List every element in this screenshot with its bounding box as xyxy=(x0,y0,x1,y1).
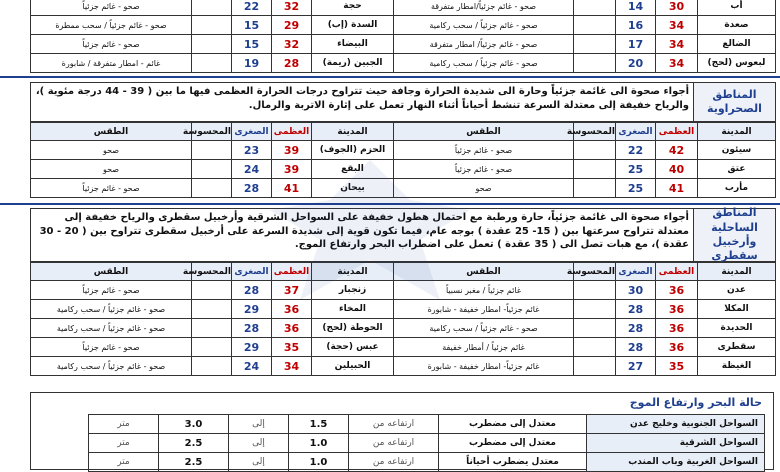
max-temp-cell: 30 xyxy=(656,0,698,16)
table-row xyxy=(394,0,776,16)
min-temp-cell: 27 xyxy=(616,357,656,376)
table-row xyxy=(394,35,776,54)
weather-cell: صحو - غائم جزئياً / سحب ممطرة xyxy=(31,16,192,35)
weather-cell: صحو - غائم جزئياً/امطار متفرقة xyxy=(394,0,574,16)
city-cell: عتق xyxy=(698,160,776,179)
max-temp-cell: 29 xyxy=(272,16,312,35)
max-temp-cell: 32 xyxy=(272,35,312,54)
felt-temp-cell xyxy=(574,141,616,160)
city-cell: الحزم (الجوف) xyxy=(312,141,394,160)
sea-row xyxy=(41,453,765,472)
felt-temp-cell xyxy=(192,0,232,16)
felt-temp-cell xyxy=(192,281,232,300)
felt-temp-cell xyxy=(192,141,232,160)
sea-from-label: ارتفاعه من xyxy=(349,434,439,453)
sea-to-label: إلى xyxy=(229,434,289,453)
weather-cell: صحو - غائم جزئياً / سحب ركامية xyxy=(31,357,192,376)
felt-temp-cell xyxy=(574,338,616,357)
desert-left-table xyxy=(30,122,394,198)
header-city: المدينة xyxy=(312,123,394,141)
max-temp-cell: 40 xyxy=(656,160,698,179)
city-cell: سيئون xyxy=(698,141,776,160)
min-temp-cell: 23 xyxy=(232,141,272,160)
coastal-left-table xyxy=(30,262,394,376)
felt-temp-cell xyxy=(574,179,616,198)
min-temp-cell: 24 xyxy=(232,357,272,376)
max-temp-cell: 39 xyxy=(272,141,312,160)
min-temp-cell: 16 xyxy=(616,16,656,35)
city-cell: الضالع xyxy=(698,35,776,54)
felt-temp-cell xyxy=(192,179,232,198)
weather-cell: صحو - غائم جزئياً/ امطار متفرقة xyxy=(394,35,574,54)
weather-cell: صحو - غائم جزئياً xyxy=(31,281,192,300)
min-temp-cell: 25 xyxy=(616,179,656,198)
header-max: العظمى xyxy=(656,263,698,281)
sea-unit: متر xyxy=(89,453,159,472)
city-cell: لبعوس (لحج) xyxy=(698,54,776,73)
city-cell: عبس (حجة) xyxy=(312,338,394,357)
weather-cell: صحو - غائم جزئياً xyxy=(31,0,192,16)
header-felt: المحسوسة xyxy=(574,263,616,281)
sea-from-label: ارتفاعه من xyxy=(349,415,439,434)
header-felt: المحسوسة xyxy=(574,123,616,141)
city-cell: الجبين (ريمة) xyxy=(312,54,394,73)
max-temp-cell: 39 xyxy=(272,160,312,179)
weather-cell: غائم جزئياً- امطار خفيفة - شابورة xyxy=(394,300,574,319)
sea-from-value: 1.0 xyxy=(289,434,349,453)
table-row xyxy=(394,319,776,338)
felt-temp-cell xyxy=(192,16,232,35)
separator-line xyxy=(0,76,780,78)
felt-temp-cell xyxy=(192,160,232,179)
coastal-right-table xyxy=(393,262,776,376)
felt-temp-cell xyxy=(574,16,616,35)
table-header-row xyxy=(31,263,394,281)
table-row xyxy=(394,357,776,376)
table-row xyxy=(394,160,776,179)
table-row xyxy=(394,338,776,357)
header-weather: الطقس xyxy=(394,263,574,281)
min-temp-cell: 19 xyxy=(232,54,272,73)
max-temp-cell: 35 xyxy=(656,357,698,376)
header-max: العظمى xyxy=(272,123,312,141)
city-cell: المخاء xyxy=(312,300,394,319)
city-cell: الحوطة (لحج) xyxy=(312,319,394,338)
min-temp-cell: 28 xyxy=(616,300,656,319)
max-temp-cell: 36 xyxy=(272,300,312,319)
table-row xyxy=(31,300,394,319)
weather-cell: صحو - غائم جزئياً xyxy=(394,141,574,160)
table-row xyxy=(31,141,394,160)
felt-temp-cell xyxy=(574,319,616,338)
sea-to-label: إلى xyxy=(229,453,289,472)
max-temp-cell: 36 xyxy=(656,338,698,357)
table-row xyxy=(394,300,776,319)
desert-region-header xyxy=(30,82,776,122)
weather-cell: صحو - غائم جزئياً xyxy=(31,35,192,54)
min-temp-cell: 17 xyxy=(616,35,656,54)
table-row xyxy=(394,54,776,73)
desert-region-name: المناطق الصحراوية xyxy=(693,83,775,121)
weather-cell: صحو - غائم جزئياً xyxy=(31,179,192,198)
max-temp-cell: 41 xyxy=(656,179,698,198)
sea-unit: متر xyxy=(89,415,159,434)
table-row xyxy=(31,179,394,198)
table-row xyxy=(31,0,394,16)
felt-temp-cell xyxy=(192,54,232,73)
top-left-table xyxy=(30,0,394,73)
table-row xyxy=(31,16,394,35)
max-temp-cell: 32 xyxy=(272,0,312,16)
weather-cell: صحو - غائم جزئياً / سحب ركامية xyxy=(394,319,574,338)
felt-temp-cell xyxy=(192,319,232,338)
city-cell: سقطرى xyxy=(698,338,776,357)
weather-cell: غائم جزئياً- امطار خفيفة - شابورة xyxy=(394,357,574,376)
header-min: الصغرى xyxy=(232,123,272,141)
header-min: الصغرى xyxy=(616,123,656,141)
sea-to-value: 2.5 xyxy=(159,434,229,453)
table-row xyxy=(31,338,394,357)
sea-row xyxy=(41,415,765,434)
max-temp-cell: 36 xyxy=(656,300,698,319)
felt-temp-cell xyxy=(192,338,232,357)
max-temp-cell: 36 xyxy=(656,281,698,300)
sea-unit: متر xyxy=(89,434,159,453)
weather-cell: صحو - غائم جزئياً / سحب ركامية xyxy=(31,300,192,319)
weather-cell: صحو - غائم جزئياً / سحب ركامية xyxy=(394,16,574,35)
max-temp-cell: 42 xyxy=(656,141,698,160)
weather-cell: غائم جزئياً / أمطار خفيفة xyxy=(394,338,574,357)
separator-line xyxy=(0,203,780,205)
sea-from-label: ارتفاعه من xyxy=(349,453,439,472)
sea-area-cell: السواحل الجنوبية وخليج عدن xyxy=(587,415,765,434)
table-row xyxy=(394,281,776,300)
max-temp-cell: 41 xyxy=(272,179,312,198)
min-temp-cell: 20 xyxy=(616,54,656,73)
top-right-table xyxy=(393,0,776,73)
felt-temp-cell xyxy=(192,357,232,376)
city-cell: صعدة xyxy=(698,16,776,35)
max-temp-cell: 34 xyxy=(656,16,698,35)
sea-to-label: إلى xyxy=(229,415,289,434)
sea-area-cell: السواحل الغربية وباب المندب xyxy=(587,453,765,472)
max-temp-cell: 28 xyxy=(272,54,312,73)
header-weather: الطقس xyxy=(31,263,192,281)
coastal-region-header xyxy=(30,208,776,262)
felt-temp-cell xyxy=(574,35,616,54)
min-temp-cell: 29 xyxy=(232,300,272,319)
weather-cell: صحو xyxy=(31,160,192,179)
sea-state-cell: معتدل يضطرب أحياناً xyxy=(439,453,587,472)
header-max: العظمى xyxy=(656,123,698,141)
table-row xyxy=(31,319,394,338)
max-temp-cell: 35 xyxy=(272,338,312,357)
city-cell: مأرب xyxy=(698,179,776,198)
sea-state-cell: معتدل إلى مضطرب xyxy=(439,434,587,453)
min-temp-cell: 14 xyxy=(616,0,656,16)
weather-cell: صحو xyxy=(394,179,574,198)
sea-area-cell: السواحل الشرقية xyxy=(587,434,765,453)
sea-row xyxy=(41,434,765,453)
header-felt: المحسوسة xyxy=(192,123,232,141)
table-row xyxy=(394,141,776,160)
header-city: المدينة xyxy=(698,123,776,141)
min-temp-cell: 15 xyxy=(232,16,272,35)
sea-to-value: 2.5 xyxy=(159,453,229,472)
city-cell: عدن xyxy=(698,281,776,300)
table-row xyxy=(31,35,394,54)
city-cell: حجة xyxy=(312,0,394,16)
min-temp-cell: 28 xyxy=(232,319,272,338)
sea-to-value: 3.0 xyxy=(159,415,229,434)
max-temp-cell: 36 xyxy=(272,319,312,338)
city-cell: البقع xyxy=(312,160,394,179)
min-temp-cell: 28 xyxy=(616,338,656,357)
felt-temp-cell xyxy=(574,160,616,179)
city-cell: الحديدة xyxy=(698,319,776,338)
table-row xyxy=(394,16,776,35)
max-temp-cell: 37 xyxy=(272,281,312,300)
table-header-row xyxy=(31,123,394,141)
max-temp-cell: 34 xyxy=(272,357,312,376)
header-felt: المحسوسة xyxy=(192,263,232,281)
sea-from-value: 1.5 xyxy=(289,415,349,434)
max-temp-cell: 34 xyxy=(656,54,698,73)
felt-temp-cell xyxy=(574,54,616,73)
sea-state-table xyxy=(40,414,765,472)
min-temp-cell: 30 xyxy=(616,281,656,300)
table-row xyxy=(394,179,776,198)
city-cell: بيحان xyxy=(312,179,394,198)
city-cell: السدة (إب) xyxy=(312,16,394,35)
min-temp-cell: 24 xyxy=(232,160,272,179)
min-temp-cell: 29 xyxy=(232,338,272,357)
city-cell: أب xyxy=(698,0,776,16)
felt-temp-cell xyxy=(574,281,616,300)
city-cell: البيضاء xyxy=(312,35,394,54)
table-header-row xyxy=(394,263,776,281)
weather-cell: صحو - غائم جزئياً xyxy=(394,160,574,179)
weather-cell: صحو xyxy=(31,141,192,160)
coastal-region-description: أجواء صحوة الى غائمة جزئياً، حارة ورطبة مع احتمال هطول خفيفة على السواحل الشرقية وأرخبيل سقطرى والرياح خفيفة إلى معتدلة تتراوح سرعتها بين ( 15- 25 عقدة ) بوجه عام، فيما تكون قوية إلى شديدة السرعة على أرخبيل سقطرى تتراوح بين ( 20 - 30 عقدة )، مع هبات تصل الى ( 35 عقدة ) تعمل على اضطراب البحر وارتفاع الموج. xyxy=(39,212,689,250)
desert-right-table xyxy=(393,122,776,198)
weather-cell: غائم جزئياً / مغبر نسبياً xyxy=(394,281,574,300)
felt-temp-cell xyxy=(574,357,616,376)
min-temp-cell: 22 xyxy=(616,141,656,160)
header-city: المدينة xyxy=(312,263,394,281)
min-temp-cell: 25 xyxy=(616,160,656,179)
city-cell: الحبيلين xyxy=(312,357,394,376)
max-temp-cell: 36 xyxy=(656,319,698,338)
min-temp-cell: 28 xyxy=(232,179,272,198)
felt-temp-cell xyxy=(574,300,616,319)
felt-temp-cell xyxy=(192,300,232,319)
header-min: الصغرى xyxy=(232,263,272,281)
sea-state-cell: معتدل إلى مضطرب xyxy=(439,415,587,434)
max-temp-cell: 34 xyxy=(656,35,698,54)
city-cell: زنجبار xyxy=(312,281,394,300)
table-header-row xyxy=(394,123,776,141)
header-max: العظمى xyxy=(272,263,312,281)
weather-cell: صحو - غائم جزئياً / سحب ركامية xyxy=(394,54,574,73)
city-cell: الغيظة xyxy=(698,357,776,376)
header-min: الصغرى xyxy=(616,263,656,281)
header-weather: الطقس xyxy=(31,123,192,141)
min-temp-cell: 22 xyxy=(232,0,272,16)
table-row xyxy=(31,54,394,73)
min-temp-cell: 15 xyxy=(232,35,272,54)
desert-region-description: أجواء صحوة الى غائمة جزئياً وحارة الى شديدة الحرارة وجافة حيث تتراوح درجات الحرارة العظمى فيها ما بين ( 39 - 44 درجة مئوية )، والرياح خفيفة إلى معتدلة السرعة تنشط أحياناً أثناء النهار تعمل على إثارة الاتربة والرمال. xyxy=(35,86,689,111)
table-row xyxy=(31,160,394,179)
sea-state-title: حالة البحر وارتفاع الموج xyxy=(629,396,762,409)
header-weather: الطقس xyxy=(394,123,574,141)
sea-from-value: 1.0 xyxy=(289,453,349,472)
table-row xyxy=(31,357,394,376)
coastal-region-name: المناطق الساحلية وأرخبيل سقطرى xyxy=(693,209,775,261)
felt-temp-cell xyxy=(192,35,232,54)
weather-cell: غائم - امطار متفرقة / شابورة xyxy=(31,54,192,73)
min-temp-cell: 28 xyxy=(232,281,272,300)
city-cell: المكلا xyxy=(698,300,776,319)
header-city: المدينة xyxy=(698,263,776,281)
table-row xyxy=(31,281,394,300)
min-temp-cell: 28 xyxy=(616,319,656,338)
weather-cell: صحو - غائم جزئياً xyxy=(31,338,192,357)
weather-cell: صحو - غائم جزئياً / سحب ركامية xyxy=(31,319,192,338)
felt-temp-cell xyxy=(574,0,616,16)
